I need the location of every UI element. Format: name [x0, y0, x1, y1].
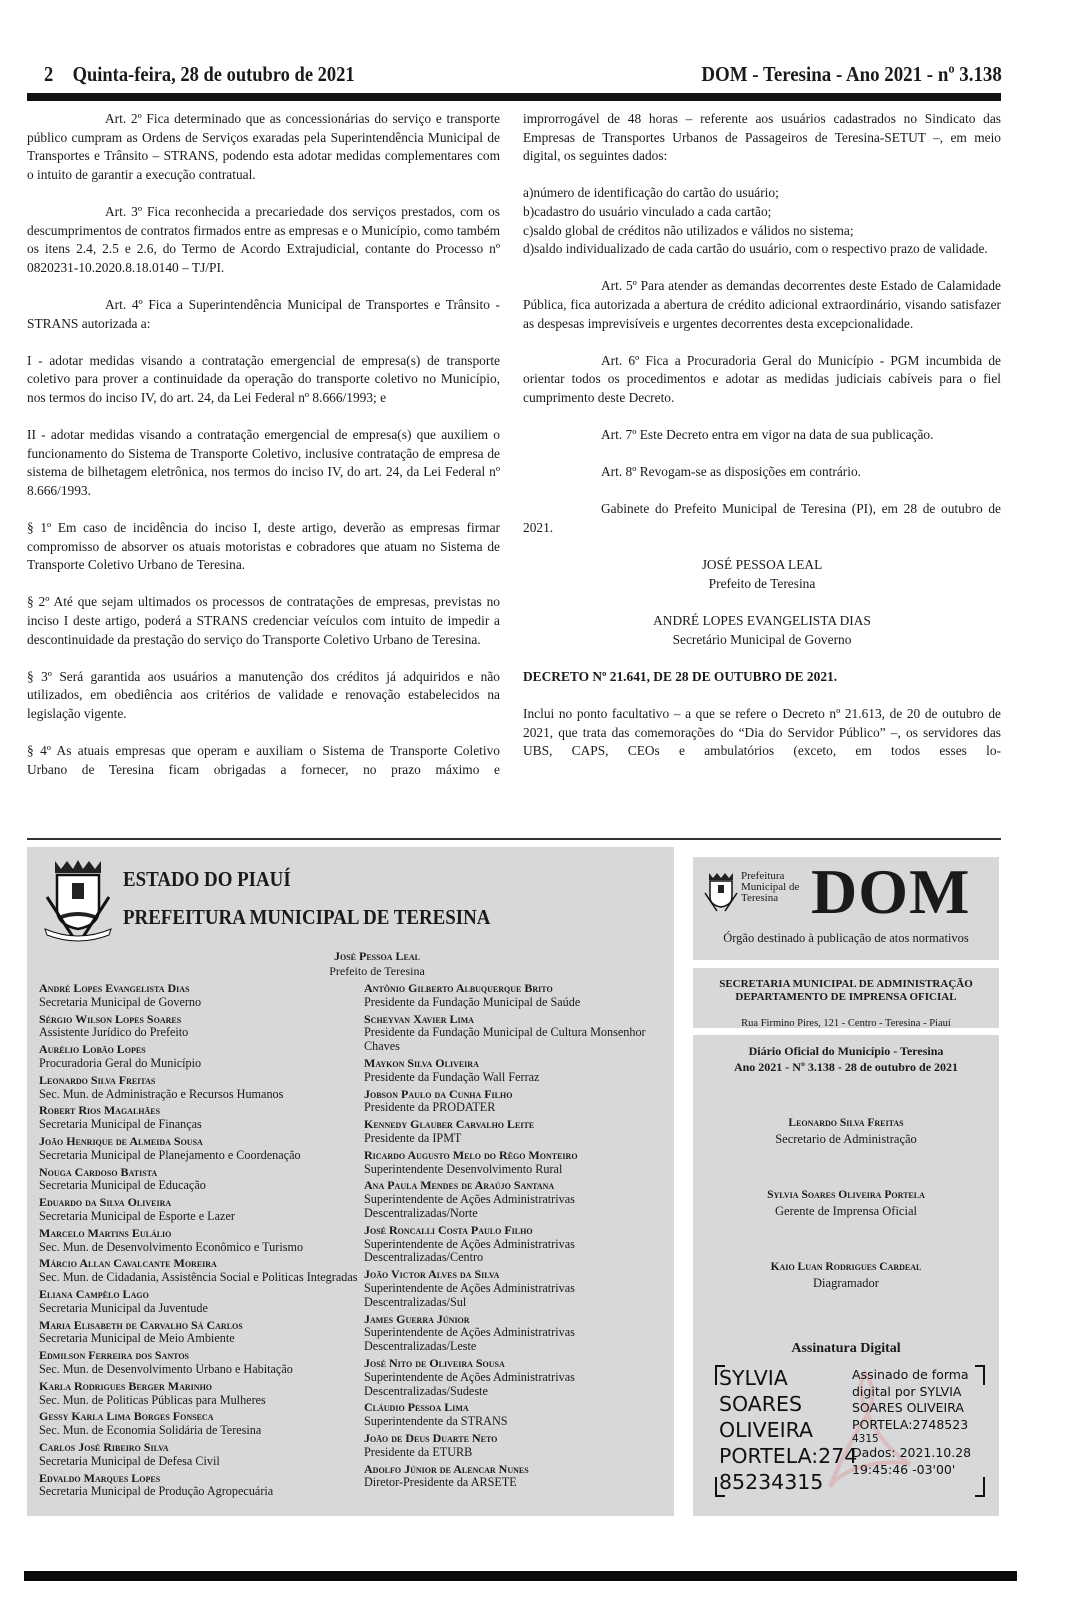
continuation-text: improrrogável de 48 horas – referente aos usuários cadastrados no Sindicato das Empresas de Transportes Urbanos de Passageiros de Teresina-SETUT –, em meio digital, os seguintes dados: [523, 111, 1001, 164]
signature-line: 4315 [852, 1433, 879, 1445]
secretaria-line2: DEPARTAMENTO DE IMPRENSA OFICIAL [735, 991, 957, 1003]
signer-block [719, 1365, 857, 1495]
staff-entry [39, 1166, 359, 1194]
staff-name: Edvaldo Marques Lopes [39, 1470, 161, 1485]
decree-title: DECRETO Nº 21.641, DE 28 DE OUTUBRO DE 2021. [523, 668, 838, 684]
mayor-role: Prefeito de Teresina [329, 964, 425, 978]
header-rule [27, 93, 1001, 101]
staff-entry [364, 1313, 664, 1354]
staff-entry [39, 1227, 359, 1255]
staff-name: Edmilson Ferreira dos Santos [39, 1348, 189, 1363]
staff-name: Robert Rios Magalhães [39, 1103, 161, 1118]
staff-name: Marcelo Martins Eulálio [39, 1225, 172, 1240]
staff-name: Carlos José Ribeiro Silva [39, 1439, 169, 1454]
signature-details [852, 1367, 971, 1478]
staff-role: Sec. Mun. de Desenvolvimento Econômico e Turismo [39, 1239, 304, 1254]
staff-role: Presidente da PRODATER [364, 1100, 496, 1115]
staff-list-right [364, 982, 664, 1493]
staff-name: Nouga Cardoso Batista [39, 1164, 158, 1179]
signer-line: OLIVEIRA [719, 1418, 814, 1442]
signer-line: SYLVIA [719, 1366, 788, 1390]
staff-credit [693, 1115, 999, 1147]
staff-role: Sec. Mun. de Desenvolvimento Urbano e Habitação [39, 1361, 293, 1376]
bracket [975, 1365, 985, 1385]
state-title: ESTADO DO PIAUÍ [123, 867, 291, 891]
staff-role: Superintendente de Ações Administratrivas Descentralizadas/Sul [364, 1280, 575, 1309]
list-item: c)saldo global de créditos não utilizados e válidos no sistema; [523, 222, 854, 238]
staff-entry [39, 1135, 359, 1163]
staff-name: Maria Elisabeth de Carvalho Sá Carlos [39, 1317, 243, 1332]
data-list [523, 184, 1001, 258]
coat-of-arms-icon [43, 857, 113, 947]
staff-entry [364, 1013, 664, 1054]
signer-name: ANDRÉ LOPES EVANGELISTA DIAS [653, 613, 871, 629]
staff-entry [364, 1179, 664, 1220]
staff-entry [39, 1441, 359, 1469]
staff-role: Presidente da Fundação Wall Ferraz [364, 1069, 540, 1084]
credit-role: Secretario de Administração [775, 1132, 917, 1146]
inciso-1: I - adotar medidas visando a contratação emergencial de empresa(s) de transporte coletivo para prover a continuidade da operação do transporte coletivo no Município, nos termos do inciso IV, do art. 24, da Lei Federal nº 8.666/1993; e [27, 352, 500, 405]
staff-name: João Henrique de Almeida Sousa [39, 1133, 203, 1148]
signature-line: Dados: 2021.10.28 [852, 1445, 972, 1460]
list-item: b)cadastro do usuário vinculado a cada cartão; [523, 203, 772, 219]
staff-role: Superintendente de Ações Administratrivas Descentralizadas/Sudeste [364, 1369, 575, 1398]
secretaria-line1: SECRETARIA MUNICIPAL DE ADMINISTRAÇÃO [719, 978, 973, 990]
staff-role: Sec. Mun. de Economia Solidária de Teresina [39, 1423, 262, 1438]
staff-credit [693, 1187, 999, 1219]
staff-role: Secretaria Municipal de Meio Ambiente [39, 1331, 235, 1346]
staff-name: José Nito de Oliveira Sousa [364, 1355, 505, 1370]
page-header [40, 62, 1002, 92]
bracket [975, 1477, 985, 1497]
staff-role: Secretaria Municipal de Planejamento e Coordenação [39, 1147, 301, 1162]
credit-name: Sylvia Soares Oliveira Portela [767, 1189, 925, 1201]
paragraph-1: § 1º Em caso de incidência do inciso I, deste artigo, deverão as empresas firmar compromisso de absorver os atuais motoristas e cobradores que atuam no Sistema de Transporte Coletivo Urbano de Teresina. [27, 520, 500, 573]
article-4: Art. 4º Fica a Superintendência Municipal de Transportes e Trânsito - STRANS autorizada a: [27, 296, 500, 331]
article-6: Art. 6º Fica a Procuradoria Geral do Município - PGM incumbida de orientar todos os procedimentos e adotar as medidas judiciais cabíveis para o fiel cumprimento deste Decreto. [523, 352, 1001, 405]
signer-name: JOSÉ PESSOA LEAL [701, 557, 823, 573]
staff-name: João Victor Alves da Silva [364, 1267, 500, 1282]
closing-gabinete: Gabinete do Prefeito Municipal de Teresina (PI), em 28 de outubro de 2021. [523, 501, 1001, 536]
staff-name: Eliana Campêlo Lago [39, 1286, 149, 1301]
article-7: Art. 7º Este Decreto entra em vigor na data de sua publicação. [601, 427, 934, 443]
signature-line: SOARES OLIVEIRA [852, 1400, 964, 1415]
staff-entry [39, 1013, 359, 1041]
staff-entry [364, 1268, 664, 1309]
article-5: Art. 5º Para atender as demandas decorrentes deste Estado de Calamidade Pública, fica autorizada a abertura de crédito adicional extraordinário, visando satisfazer as despesas imprevisíveis e urgentes decorrentes desta excepcionalidade. [523, 278, 1001, 331]
staff-entry [364, 982, 664, 1010]
list-item: d)saldo individualizado de cada cartão do usuário, com o respectivo prazo de validade. [523, 241, 988, 257]
paragraph-2: § 2º Até que sejam ultimados os processos de contratações de empresas, previstas no inciso I deste artigo, poderá a STRANS credenciar veículos com intuito de impedir a descontinuidade da prestação do serviço do Transporte Coletivo Urbano de Teresina. [27, 594, 500, 647]
staff-role: Secretaria Municipal da Juventude [39, 1300, 208, 1315]
dom-title: DOM [811, 856, 971, 927]
staff-role: Procuradoria Geral do Município [39, 1055, 202, 1070]
page-number: 2 [44, 62, 54, 86]
staff-entry [364, 1224, 664, 1265]
mayor-block [277, 949, 477, 979]
signature-secretary [523, 612, 1001, 649]
staff-entry [39, 1043, 359, 1071]
staff-name: Ricardo Augusto Melo do Rêgo Monteiro [364, 1147, 578, 1162]
signer-line: PORTELA:274 [719, 1444, 858, 1468]
staff-role: Secretaria Municipal de Educação [39, 1178, 206, 1193]
decree-ementa: Inclui no ponto facultativo – a que se refere o Decreto nº 21.613, de 20 de outubro de 2021, que trata das comemorações do “Dia do Servidor Público” –, os servidores das UBS, CAPS, CEOs e ambulatórios (exceto, em todos esses lo- [523, 706, 1001, 759]
staff-role: Superintendente de Ações Administratrivas Descentralizadas/Leste [364, 1325, 575, 1354]
inciso-2: II - adotar medidas visando a contratação emergencial de empresa(s) que auxiliem o funcionamento do Sistema de Transporte Coletivo, inclusive contratação de empresa de sistema de bilhetagem eletrônica, nos termos do inciso IV, do art. 24, da Lei Federal nº 8.666/1993. [27, 427, 500, 498]
staff-entry [364, 1401, 664, 1429]
staff-name: Leonardo Silva Freitas [39, 1072, 156, 1087]
staff-name: Gessy Karla Lima Borges Fonseca [39, 1409, 214, 1424]
staff-entry [39, 1257, 359, 1285]
staff-role: Superintendente Desenvolvimento Rural [364, 1161, 563, 1176]
right-column [523, 110, 1001, 779]
staff-role: Superintendente de Ações Administratrivas Descentralizadas/Norte [364, 1192, 575, 1220]
staff-name: André Lopes Evangelista Dias [39, 981, 190, 995]
staff-name: Márcio Allan Cavalcante Moreira [39, 1256, 217, 1271]
staff-name: Cláudio Pessoa Lima [364, 1400, 469, 1415]
staff-role: Secretaria Municipal de Defesa Civil [39, 1453, 220, 1468]
staff-name: João de Deus Duarte Neto [364, 1430, 498, 1445]
credit-role: Diagramador [813, 1276, 879, 1290]
staff-entry [364, 1357, 664, 1398]
footer-rule [24, 1571, 1017, 1581]
signer-role: Secretário Municipal de Governo [672, 631, 852, 647]
staff-name: Aurélio Lobão Lopes [39, 1042, 146, 1057]
header-edition: DOM - Teresina - Ano 2021 - nº 3.138 [701, 62, 1002, 86]
staff-role: Assistente Jurídico do Prefeito [39, 1025, 189, 1040]
paragraph-3: § 3º Será garantida aos usuários a manutenção dos créditos já adquiridos e não utilizados, em obediência aos critérios de validade e renovação estabelecidos na legislação vigente. [27, 668, 500, 721]
staff-name: Ana Paula Mendes de Araújo Santana [364, 1178, 555, 1193]
staff-entry [39, 1288, 359, 1316]
staff-role: Superintendente de Ações Administratrivas Descentralizadas/Centro [364, 1236, 575, 1265]
left-column [27, 110, 500, 798]
info-title-2: Ano 2021 - Nº 3.138 - 28 de outubro de 2021 [733, 1060, 959, 1074]
staff-role: Sec. Mun. de Administração e Recursos Humanos [39, 1086, 284, 1101]
signature-mayor [523, 556, 1001, 593]
staff-entry [39, 1380, 359, 1408]
digital-signature-title: Assinatura Digital [791, 1341, 901, 1356]
info-box [693, 1035, 999, 1516]
staff-role: Presidente da Fundação Municipal de Cultura Monsenhor Chaves [364, 1025, 646, 1054]
staff-list-left [39, 982, 359, 1502]
list-item: a)número de identificação do cartão do usuário; [523, 185, 779, 201]
signature-line: digital por SYLVIA [852, 1383, 962, 1399]
staff-role: Secretaria Municipal de Produção Agropecuária [39, 1484, 274, 1499]
staff-entry [39, 1472, 359, 1500]
mayor-name: José Pessoa Leal [333, 949, 421, 963]
staff-name: James Guerra Júnior [364, 1311, 470, 1326]
staff-role: Superintendente da STRANS [364, 1414, 508, 1429]
staff-role: Secretaria Municipal de Governo [39, 994, 202, 1009]
staff-credit [693, 1259, 999, 1291]
staff-role: Diretor-Presidente da ARSETE [364, 1475, 517, 1490]
dom-logo-text: Prefeitura Municipal de Teresina [741, 870, 800, 904]
staff-name: Karla Rodrigues Berger Marinho [39, 1378, 213, 1393]
credit-role: Gerente de Imprensa Oficial [775, 1204, 917, 1218]
staff-entry [39, 982, 359, 1010]
signer-line: 85234315 [719, 1470, 824, 1494]
staff-role: Presidente da ETURB [364, 1444, 473, 1459]
article-8: Art. 8º Revogam-se as disposições em contrário. [601, 464, 861, 480]
staff-box [27, 847, 674, 1516]
secretaria-address: Rua Firmino Pires, 121 - Centro - Teresina - Piauí [741, 1018, 951, 1029]
staff-entry [39, 1349, 359, 1377]
signature-line: PORTELA:2748523 [852, 1416, 969, 1432]
staff-entry [39, 1410, 359, 1438]
credit-name: Kaio Luan Rodrigues Cardeal [770, 1261, 922, 1273]
staff-role: Secretaria Municipal de Finanças [39, 1117, 202, 1132]
staff-entry [364, 1149, 664, 1177]
staff-role: Presidente da IPMT [364, 1130, 462, 1145]
info-title-1: Diário Oficial do Município - Teresina [748, 1044, 944, 1058]
staff-entry [39, 1074, 359, 1102]
staff-name: Sérgio Wilson Lopes Soares [39, 1011, 182, 1026]
article-3: Art. 3º Fica reconhecida a precariedade dos serviços prestados, com os descumprimentos de contratos firmados entre as empresas e o Município, como também os itens 2.4, 2.5 e 2.6, do Termo de Acordo Extrajudicial, contante do Processo nº 0820231-10.2020.8.18.0140 – TJ/PI. [27, 203, 501, 275]
dom-subtitle: Órgão destinado à publicação de atos normativos [723, 931, 969, 945]
staff-name: Kennedy Glauber Carvalho Leite [364, 1117, 535, 1132]
staff-entry [364, 1088, 664, 1116]
dom-masthead [693, 857, 999, 960]
secretaria-box [693, 968, 999, 1028]
header-left [44, 62, 355, 87]
digital-signature[interactable] [715, 1365, 985, 1497]
staff-name: Scheyvan Xavier Lima [364, 1011, 474, 1026]
staff-name: Jobson Paulo da Cunha Filho [364, 1086, 513, 1101]
paragraph-4: § 4º As atuais empresas que operam e auxiliam o Sistema de Transporte Coletivo Urbano de Teresina ficam obrigadas a fornecer, no prazo máximo e [27, 743, 500, 777]
article-2: Art. 2º Fica determinado que as concessionárias do serviço e transporte público cumpram as Ordens de Serviços exaradas pela Superintendência Municipal de Transportes e Trânsito – STRANS, podendo esta adotar medidas complementares com o intuito de garantir a execução contratual. [27, 111, 500, 182]
signer-role: Prefeito de Teresina [708, 575, 816, 591]
staff-entry [39, 1319, 359, 1347]
section-divider [27, 838, 1001, 840]
staff-entry [39, 1196, 359, 1224]
credit-name: Leonardo Silva Freitas [788, 1117, 904, 1129]
coat-of-arms-icon [703, 871, 739, 913]
staff-role: Sec. Mun. de Politicas Públicas para Mulheres [39, 1392, 266, 1407]
signature-line: 19:45:46 -03'00' [852, 1461, 956, 1477]
staff-role: Sec. Mun. de Cidadania, Assistência Social e Politicas Integradas [39, 1270, 358, 1285]
staff-entry [364, 1463, 664, 1491]
staff-name: Eduardo da Silva Oliveira [39, 1195, 172, 1210]
staff-role: Presidente da Fundação Municipal de Saúde [364, 994, 581, 1009]
staff-role: Secretaria Municipal de Esporte e Lazer [39, 1208, 235, 1223]
staff-name: Antônio Gilberto Albuquerque Brito [364, 981, 553, 995]
staff-name: Maykon Silva Oliveira [364, 1055, 479, 1070]
prefecture-title: PREFEITURA MUNICIPAL DE TERESINA [123, 905, 491, 929]
staff-entry [364, 1432, 664, 1460]
staff-entry [39, 1104, 359, 1132]
staff-name: José Roncalli Costa Paulo Filho [364, 1222, 533, 1237]
signer-line: SOARES [719, 1392, 803, 1416]
signature-line: Assinado de forma [852, 1367, 969, 1382]
header-date: Quinta-feira, 28 de outubro de 2021 [72, 62, 355, 86]
staff-entry [364, 1118, 664, 1146]
staff-name: Adolfo Júnior de Alencar Nunes [364, 1461, 529, 1476]
staff-entry [364, 1057, 664, 1085]
